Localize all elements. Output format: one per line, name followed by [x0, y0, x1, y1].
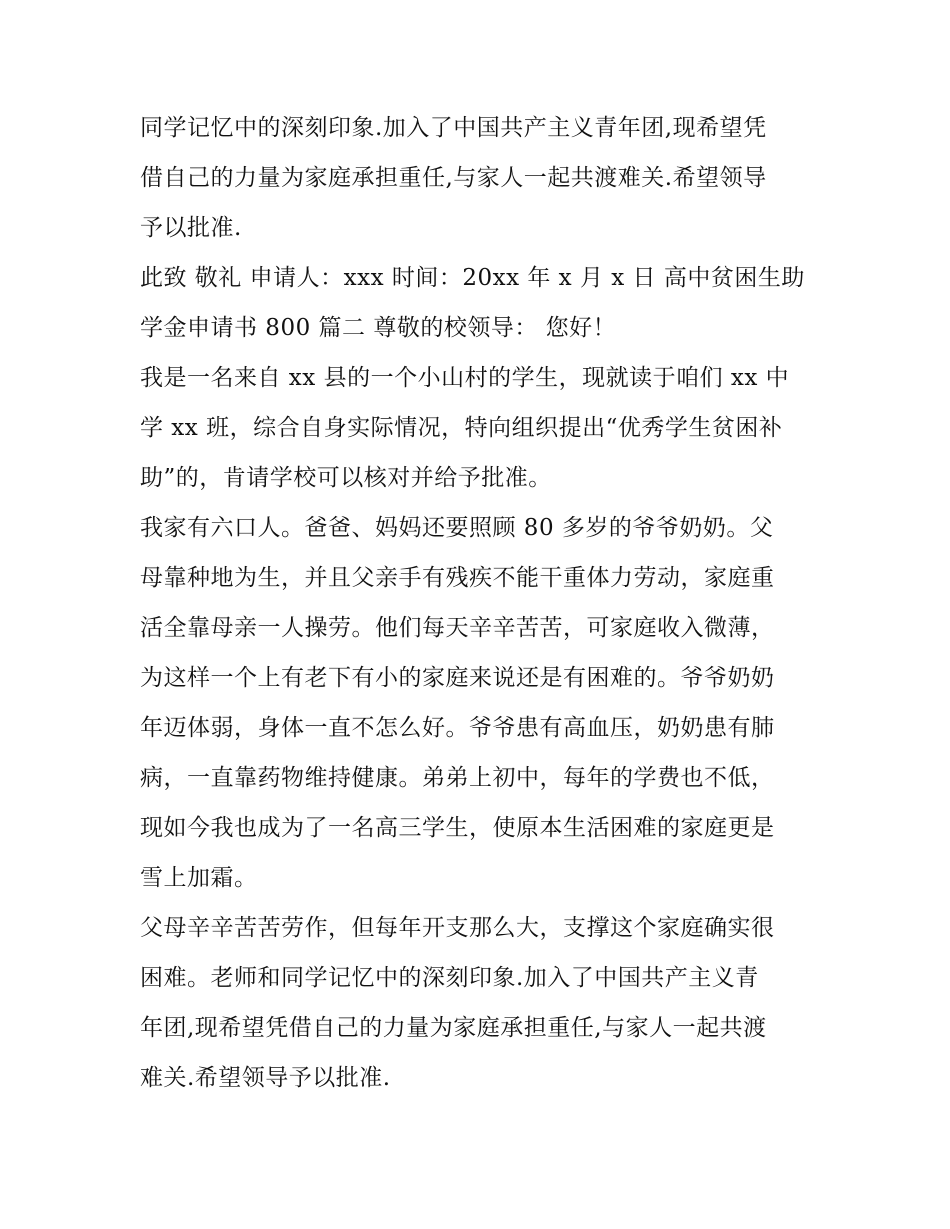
text-line: 病，一直靠药物维持健康。弟弟上初中，每年的学费也不低， [140, 765, 775, 791]
text-line: 年迈体弱，身体一直不怎么好。爷爷患有高血压，奶奶患有肺 [140, 715, 775, 741]
text-line: 困难。老师和同学记忆中的深刻印象.加入了中国共产主义青 [140, 965, 759, 991]
text-line: 学 xx 班，综合自身实际情况，特向组织提出“优秀学生贫困补 [140, 415, 783, 441]
text-line: 活全靠母亲一人操劳。他们每天辛辛苦苦，可家庭收入微薄， [140, 615, 775, 641]
document-body [140, 103, 820, 1103]
text-line: 母靠种地为生，并且父亲手有残疾不能干重体力劳动，家庭重 [140, 565, 775, 591]
text-line: 借自己的力量为家庭承担重任,与家人一起共渡难关.希望领导 [140, 165, 767, 191]
text-line: 助”的，肯请学校可以核对并给予批准。 [140, 465, 552, 491]
text-line: 年团,现希望凭借自己的力量为家庭承担重任,与家人一起共渡 [140, 1015, 767, 1041]
text-line: 我是一名来自 xx 县的一个小山村的学生，现就读于咱们 xx 中 [140, 365, 790, 391]
text-line: 我家有六口人。爸爸、妈妈还要照顾 80 多岁的爷爷奶奶。父 [140, 515, 774, 541]
text-line: 现如今我也成为了一名高三学生，使原本生活困难的家庭更是 [140, 815, 775, 841]
text-line: 学金申请书 800 篇二 尊敬的校领导： 您好！ [140, 315, 617, 341]
text-line: 父母辛辛苦苦劳作，但每年开支那么大，支撑这个家庭确实很 [140, 915, 775, 941]
text-line: 雪上加霜。 [140, 865, 258, 891]
text-line: 同学记忆中的深刻印象.加入了中国共产主义青年团,现希望凭 [140, 115, 767, 141]
text-line: 予以批准. [140, 215, 242, 241]
text-line: 难关.希望领导予以批准. [140, 1065, 391, 1091]
text-line: 此致 敬礼 申请人：xxx 时间：20xx 年 x 月 x 日 高中贫困生助 [140, 265, 805, 291]
text-line: 为这样一个上有老下有小的家庭来说还是有困难的。爷爷奶奶 [140, 665, 775, 691]
